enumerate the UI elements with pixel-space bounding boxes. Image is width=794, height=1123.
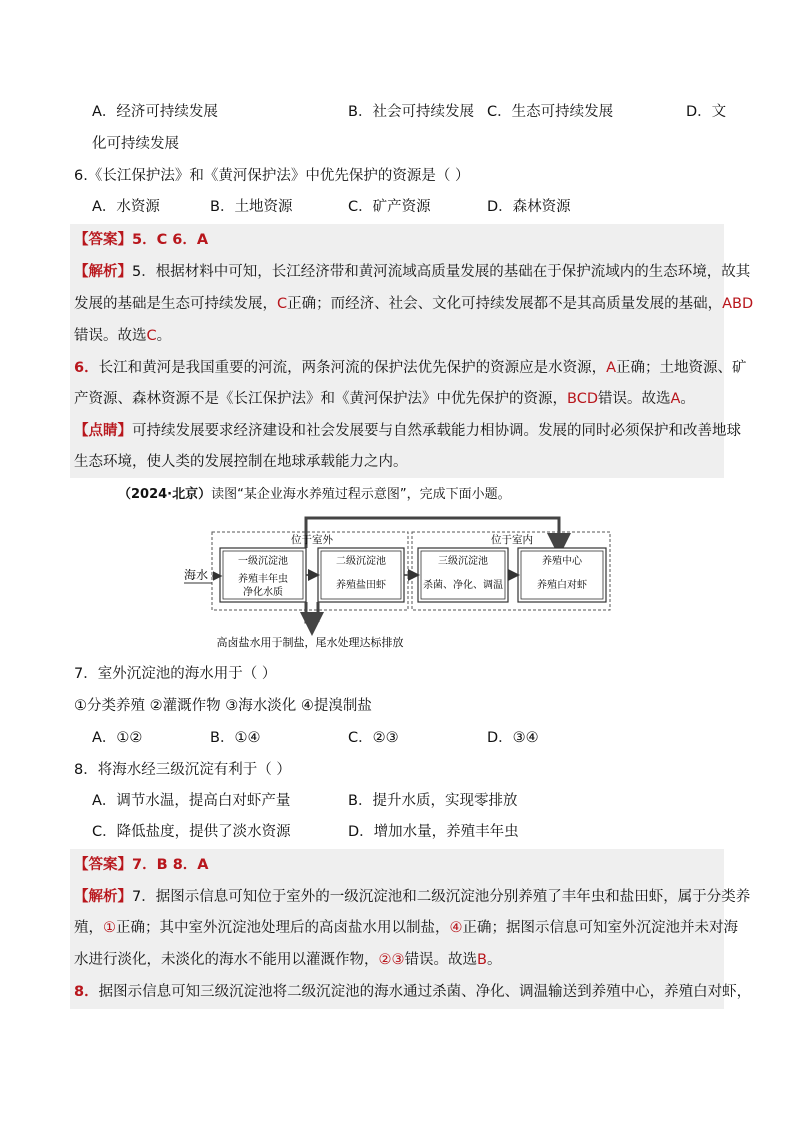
analysis-2-line-1: 【解析】7．据图示信息可知位于室外的一级沉淀池和二级沉淀池分别养殖了丰年虫和盐田虾，属于分类养 [74, 889, 751, 905]
aquaculture-diagram [176, 512, 616, 654]
point-1-line-1: 【点睛】可持续发展要求经济建设和社会发展要与自然承载能力相协调。发展的同时必须保护和改善地球 [74, 423, 741, 439]
analysis-1-line-5: 产资源、森林资源不是《长江保护法》和《黄河保护法》中优先保护的资源，BCD错误。故选A。 [74, 391, 695, 407]
q8-stem: 8．将海水经三级沉淀有利于（ ） [74, 762, 291, 778]
pool-1-title: 一级沉淀池 [238, 556, 288, 567]
point-1-line-2: 生态环境，使人类的发展控制在地球承载能力之内。 [74, 454, 408, 470]
q7-stem: 7．室外沉淀池的海水用于（ ） [74, 666, 277, 682]
answer-2: 【答案】7．B 8．A [74, 857, 209, 873]
q8-option-a: A．调节水温，提高白对虾产量 [92, 793, 291, 809]
q5-option-c: C．生态可持续发展 [487, 104, 614, 120]
pool-3-title: 三级沉淀池 [438, 556, 488, 567]
analysis-2-line-2: 殖，①正确；其中室外沉淀池处理后的高卤盐水用以制盐，④正确；据图示信息可知室外沉淀池并未对海 [74, 920, 738, 936]
q6-option-c: C．矿产资源 [348, 199, 431, 215]
outdoor-label: 位于室外 [291, 534, 333, 546]
figure-caption: （2024·北京）读图“某企业海水养殖过程示意图”，完成下面小题。 [118, 487, 511, 502]
q7-option-d: D．③④ [487, 730, 539, 746]
q5-option-d-cont: 化可持续发展 [92, 136, 179, 152]
q5-option-b: B．社会可持续发展 [348, 104, 474, 120]
q5-option-d: D．文 [686, 104, 727, 120]
analysis-2-line-4: 8．据图示信息可知三级沉淀池将二级沉淀池的海水通过杀菌、净化、调温输送到养殖中心，养殖白对虾， [74, 984, 752, 1000]
analysis-1-line-4: 6．长江和黄河是我国重要的河流，两条河流的保护法优先保护的资源应是水资源，A正确；土地资源、矿 [74, 360, 747, 376]
q7-items: ①分类养殖 ②灌溉作物 ③海水淡化 ④提溴制盐 [74, 698, 372, 714]
q7-option-b: B．①④ [210, 730, 261, 746]
analysis-1-line-1: 【解析】5．根据材料中可知，长江经济带和黄河流域高质量发展的基础在于保护流域内的生态环境，故其 [74, 264, 751, 280]
q6-option-a: A．水资源 [92, 199, 160, 215]
pool-1-line-2: 净化水质 [243, 587, 283, 598]
analysis-2-line-3: 水进行淡化，未淡化的海水不能用以灌溉作物，②③错误。故选B。 [74, 952, 502, 968]
pool-2-line-1: 养殖盐田虾 [336, 580, 386, 591]
indoor-label: 位于室内 [491, 534, 533, 546]
seawater-label: 海水 [184, 568, 209, 582]
q6-option-b: B．土地资源 [210, 199, 293, 215]
outflow-line [306, 602, 318, 622]
q7-option-c: C．②③ [348, 730, 399, 746]
q5-option-a: A．经济可持续发展 [92, 104, 218, 120]
pool-3-line-1: 杀菌、净化、调温 [423, 580, 503, 591]
pool-1-line-1: 养殖丰年虫 [238, 574, 288, 585]
q7-option-a: A．①② [92, 730, 143, 746]
q8-option-c: C．降低盐度，提供了淡水资源 [92, 824, 291, 840]
q6-stem: 6.《长江保护法》和《黄河保护法》中优先保护的资源是（ ） [74, 168, 470, 184]
outflow-note: 高卤盐水用于制盐，尾水处理达标排放 [216, 636, 404, 649]
q8-option-b: B．提升水质，实现零排放 [348, 793, 518, 809]
q8-option-d: D．增加水量，养殖丰年虫 [348, 824, 519, 840]
analysis-1-line-2: 发展的基础是生态可持续发展，C正确；而经济、社会、文化可持续发展都不是其高质量发展的基础，ABD [74, 296, 754, 312]
center-title: 养殖中心 [542, 556, 582, 567]
q6-option-d: D．森林资源 [487, 199, 571, 215]
answer-1: 【答案】5．C 6．A [74, 232, 209, 248]
analysis-1-line-3: 错误。故选C。 [74, 328, 172, 344]
pool-2-title: 二级沉淀池 [336, 556, 386, 567]
center-line-1: 养殖白对虾 [537, 580, 587, 591]
